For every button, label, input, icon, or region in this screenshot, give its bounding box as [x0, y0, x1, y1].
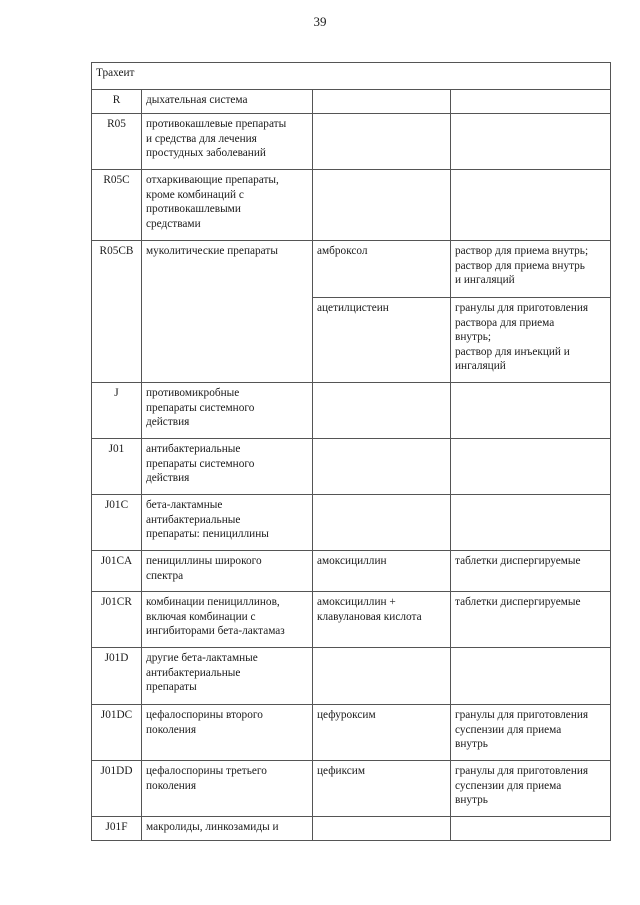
table-row [92, 551, 611, 592]
atc-code-cell: R [92, 90, 142, 114]
group-name-cell: дыхательная система [142, 90, 313, 114]
atc-code-cell: R05CB [92, 241, 142, 383]
drug-name-cell [313, 817, 451, 841]
drug-name-cell [313, 648, 451, 705]
group-name-cell: комбинации пенициллинов, включая комбинации с ингибиторами бета-лактамаз [142, 592, 313, 648]
dosage-form-cell [451, 170, 611, 241]
dosage-form-cell [451, 648, 611, 705]
group-name-cell: антибактериальные препараты системного действия [142, 439, 313, 495]
dosage-form-cell [451, 439, 611, 495]
table-row [92, 495, 611, 551]
dosage-form-cell: раствор для приема внутрь; раствор для приема внутрь и ингаляций [451, 241, 611, 298]
drug-name-cell [313, 114, 451, 170]
table-row [92, 761, 611, 817]
dosage-form-cell: гранулы для приготовления суспензии для приема внутрь [451, 705, 611, 761]
table-row [92, 241, 611, 298]
atc-code-cell: J01DD [92, 761, 142, 817]
dosage-form-cell: таблетки диспергируемые [451, 592, 611, 648]
group-name-cell: отхаркивающие препараты, кроме комбинаций с противокашлевыми средствами [142, 170, 313, 241]
atc-code-cell: J01D [92, 648, 142, 705]
dosage-form-cell [451, 90, 611, 114]
page-number: 39 [313, 14, 327, 29]
table-row [92, 817, 611, 841]
drug-name-cell: ацетилцистеин [313, 298, 451, 383]
section-heading: Трахеит [92, 63, 611, 90]
table-row [92, 705, 611, 761]
drug-name-cell: цефуроксим [313, 705, 451, 761]
dosage-form-cell [451, 114, 611, 170]
group-name-cell: другие бета-лактамные антибактериальные препараты [142, 648, 313, 705]
drug-name-cell [313, 383, 451, 439]
table-row [92, 170, 611, 241]
group-name-cell: противокашлевые препараты и средства для лечения простудных заболеваний [142, 114, 313, 170]
atc-code-cell: J01F [92, 817, 142, 841]
table-heading-row [92, 63, 611, 90]
atc-code-cell: J01DC [92, 705, 142, 761]
dosage-form-cell: гранулы для приготовления суспензии для приема внутрь [451, 761, 611, 817]
atc-code-cell: J01CR [92, 592, 142, 648]
drug-name-cell: амоксициллин + клавулановая кислота [313, 592, 451, 648]
drug-name-cell: цефиксим [313, 761, 451, 817]
atc-code-cell: J [92, 383, 142, 439]
dosage-form-cell [451, 495, 611, 551]
table-row [92, 592, 611, 648]
atc-code-cell: J01CA [92, 551, 142, 592]
table-row [92, 114, 611, 170]
group-name-cell: цефалоспорины третьего поколения [142, 761, 313, 817]
drug-name-cell [313, 495, 451, 551]
dosage-form-cell: таблетки диспергируемые [451, 551, 611, 592]
group-name-cell: бета-лактамные антибактериальные препараты: пенициллины [142, 495, 313, 551]
group-name-cell: макролиды, линкозамиды и [142, 817, 313, 841]
group-name-cell: муколитические препараты [142, 241, 313, 383]
dosage-form-cell [451, 817, 611, 841]
group-name-cell: противомикробные препараты системного действия [142, 383, 313, 439]
atc-code-cell: R05 [92, 114, 142, 170]
drug-name-cell [313, 170, 451, 241]
group-name-cell: цефалоспорины второго поколения [142, 705, 313, 761]
group-name-cell: пенициллины широкого спектра [142, 551, 313, 592]
dosage-form-cell: гранулы для приготовления раствора для приема внутрь; раствор для инъекций и ингаляций [451, 298, 611, 383]
dosage-form-cell [451, 383, 611, 439]
drug-name-cell: амброксол [313, 241, 451, 298]
drug-name-cell [313, 439, 451, 495]
table-row [92, 90, 611, 114]
atc-code-cell: J01C [92, 495, 142, 551]
drug-name-cell: амоксициллин [313, 551, 451, 592]
table-row [92, 439, 611, 495]
drug-name-cell [313, 90, 451, 114]
drug-classification-table [91, 62, 611, 841]
atc-code-cell: J01 [92, 439, 142, 495]
atc-code-cell: R05C [92, 170, 142, 241]
table-row [92, 648, 611, 705]
table-row [92, 383, 611, 439]
